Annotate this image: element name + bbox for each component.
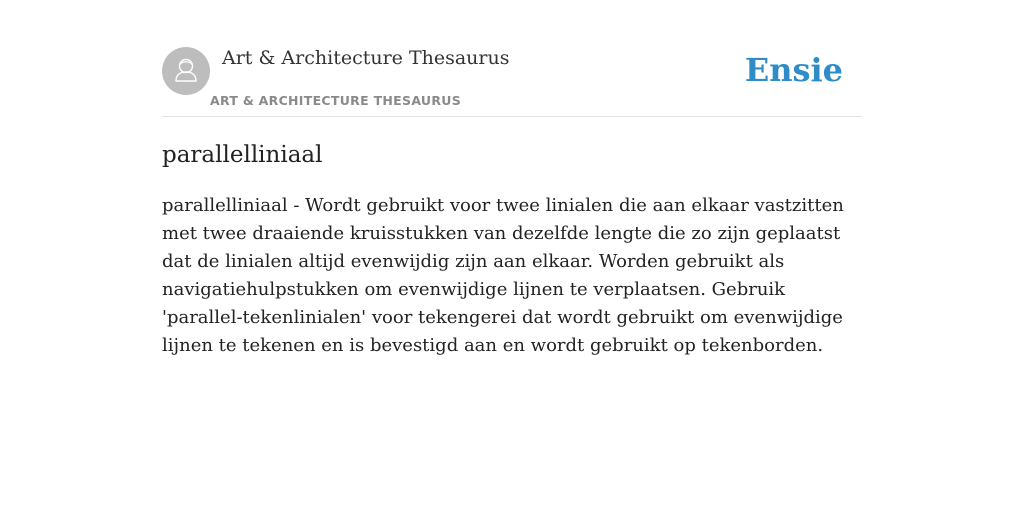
avatar[interactable] <box>162 47 210 95</box>
entry-title: parallelliniaal <box>162 142 323 168</box>
header <box>162 46 862 117</box>
entry-definition: parallelliniaal - Wordt gebruikt voor twee linialen die aan elkaar vastzitten met twee draaiende kruisstukken van dezelfde lengte die zo zijn geplaatst dat de linialen altijd evenwijdig zijn aan elkaar. Worden gebruikt als navigatiehulpstukken om evenwijdige lijnen te verplaatsen. Gebruik 'parallel-tekenlinialen' voor tekengerei dat wordt gebruikt om evenwijdige lijnen te tekenen en is bevestigd aan en wordt gebruikt op tekenborden. <box>162 195 844 356</box>
source-label[interactable]: ART & ARCHITECTURE THESAURUS <box>210 93 462 108</box>
author-name[interactable]: Art & Architecture Thesaurus <box>222 47 510 69</box>
user-icon <box>162 47 210 95</box>
brand-logo[interactable]: Ensie <box>744 51 843 89</box>
